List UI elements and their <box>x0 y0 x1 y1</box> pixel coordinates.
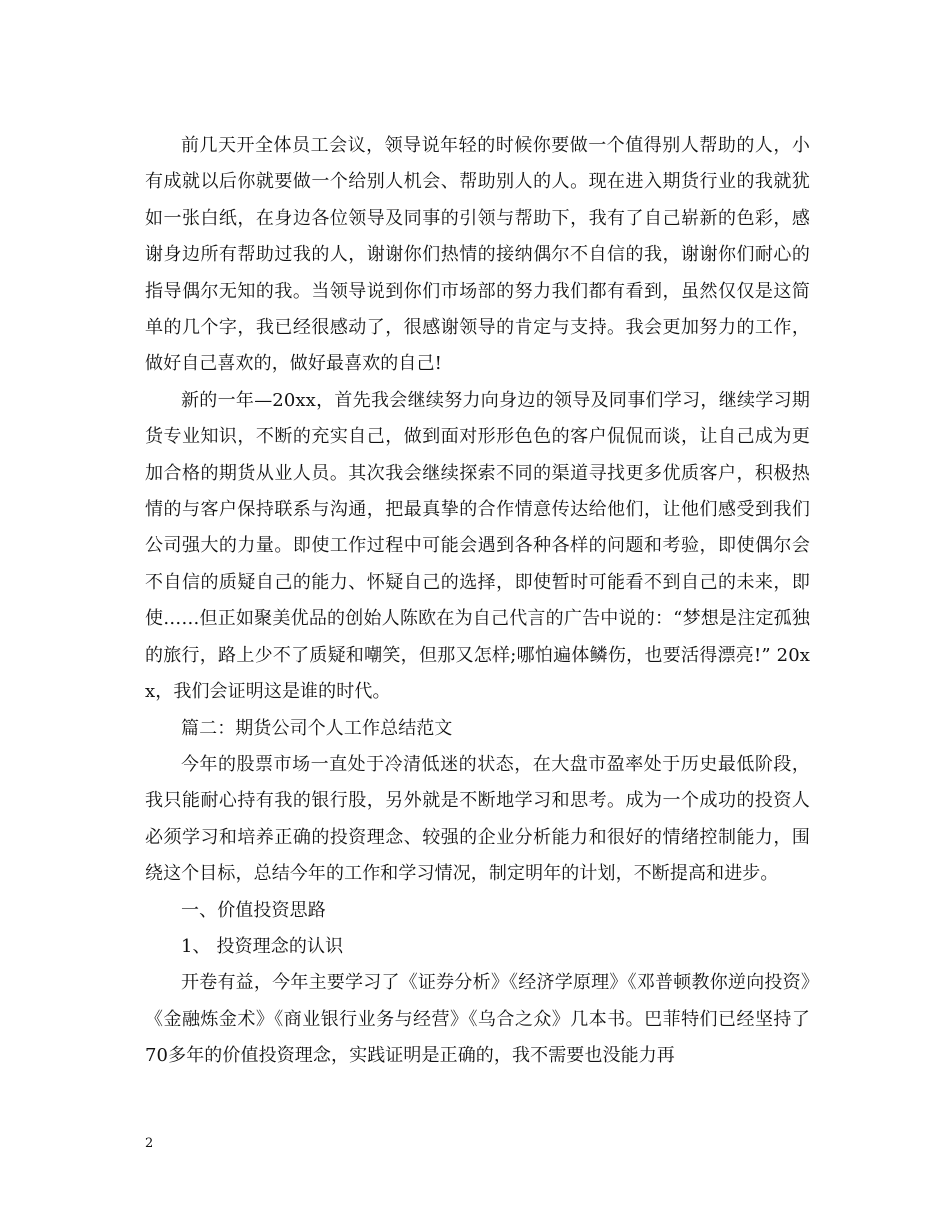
heading-investment-philosophy: 1、 投资理念的认识 <box>181 935 344 957</box>
document-body <box>145 128 810 1075</box>
heading-value-investing: 一、价值投资思路 <box>181 899 326 921</box>
paragraph-market-overview: 今年的股票市场一直处于冷清低迷的状态，在大盘市盈率处于历史最低阶段，我只能耐心持有我的银行股，另外就是不断地学习和思考。成为一个成功的投资人必须学习和培养正确的投资理念、较强的企业分析能力和很好的情绪控制能力，围绕这个目标，总结今年的工作和学习情况，制定明年的计划，不断提高和进步。 <box>145 753 810 885</box>
paragraph-reading-list: 开卷有益，今年主要学习了《证券分析》《经济学原理》《邓普顿教你逆向投资》《金融炼金术》《商业银行业务与经营》《乌合之众》几本书。巴菲特们已经坚持了 70多年的价值投资理念，实践证明是正确的，我不需要也没能力再 <box>145 972 810 1067</box>
paragraph-new-year-plan: 新的一年—20xx，首先我会继续努力向身边的领导及同事们学习，继续学习期货专业知识，不断的充实自己，做到面对形形色色的客户侃侃而谈，让自己成为更加合格的期货从业人员。其次我会继续探索不同的渠道寻找更多优质客户，积极热情的与客户保持联系与沟通，把最真挚的合作情意传达给他们，让他们感受到我们公司强大的力量。即使工作过程中可能会遇到各种各样的问题和考验，即使偶尔会不自信的质疑自己的能力、怀疑自己的选择，即使暂时可能看不到自己的未来，即使……但正如聚美优品的创始人陈欧在为自己代言的广告中说的：“梦想是注定孤独的旅行，路上少不了质疑和嘲笑，但那又怎样;哪怕遍体鳞伤，也要活得漂亮!” 20xx，我们会证明这是谁的时代。 <box>145 389 810 703</box>
paragraph-meeting-reflection: 前几天开全体员工会议，领导说年轻的时候你要做一个值得别人帮助的人，小有成就以后你就要做一个给别人机会、帮助别人的人。现在进入期货行业的我就犹如一张白纸，在身边各位领导及同事的引领与帮助下，我有了自己崭新的色彩，感谢身边所有帮助过我的人，谢谢你们热情的接纳偶尔不自信的我，谢谢你们耐心的指导偶尔无知的我。当领导说到你们市场部的努力我们都有看到，虽然仅仅是这简单的几个字，我已经很感动了，很感谢领导的肯定与支持。我会更加努力的工作，做好自己喜欢的，做好最喜欢的自己! <box>145 135 810 375</box>
section-title-part-two: 篇二：期货公司个人工作总结范文 <box>181 717 453 739</box>
page-number: 2 <box>145 1136 154 1151</box>
